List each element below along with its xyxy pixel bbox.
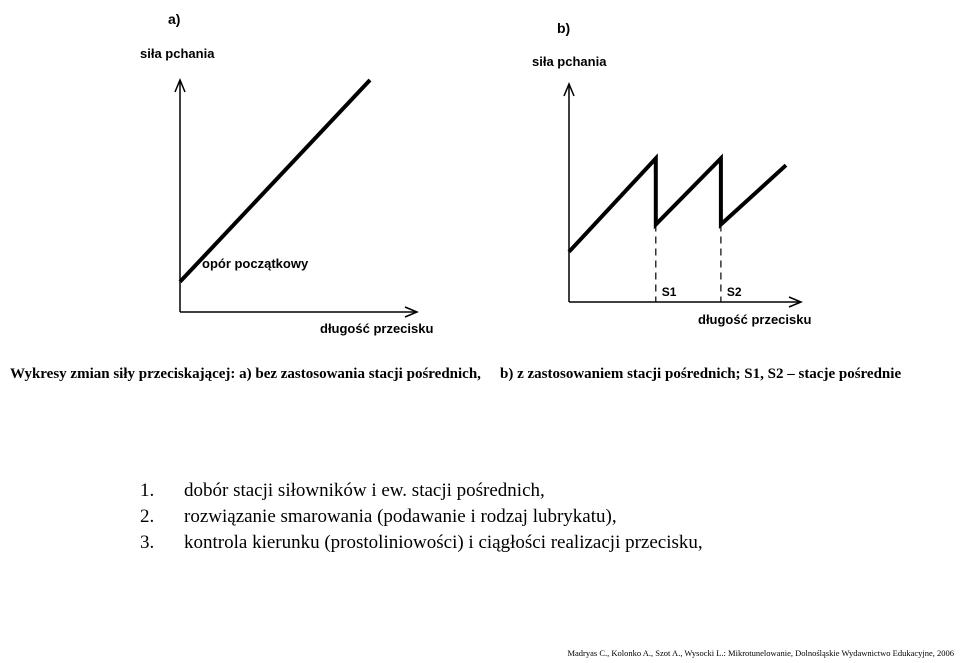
- chart-a-annotation-initial-resistance: opór początkowy: [202, 256, 309, 271]
- chart-a: [140, 11, 433, 336]
- chart-b-series-line: [569, 158, 786, 251]
- list-item-text: kontrola kierunku (prostoliniowości) i ciągłości realizacji przecisku,: [184, 532, 703, 553]
- chart-b-y-axis-label: siła pchania: [532, 54, 607, 69]
- figure-caption-part-b: b) z zastosowaniem stacji pośrednich; S1, S2 – stacje pośrednie: [500, 366, 902, 382]
- figure-caption-part-a: Wykresy zmian siły przeciskającej: a) bez zastosowania stacji pośrednich,: [10, 366, 481, 382]
- chart-a-y-axis-label: siła pchania: [140, 46, 215, 61]
- chart-b: [532, 20, 811, 327]
- numbered-list: [140, 478, 703, 556]
- list-item-text: rozwiązanie smarowania (podawanie i rodzaj lubrykatu),: [184, 506, 617, 527]
- list-item-number: 3.: [140, 532, 155, 553]
- list-item-number: 1.: [140, 480, 155, 501]
- chart-a-x-axis-label: długość przecisku: [320, 321, 434, 336]
- list-item: [140, 504, 703, 530]
- list-item: [140, 478, 703, 504]
- source-citation-footer: Madryas C., Kolonko A., Szot A., Wysocki L.: Mikrotunelowanie, Dolnośląskie Wydawnictwo Edukacyjne, 2006: [567, 648, 954, 658]
- chart-a-panel-label: a): [168, 11, 181, 27]
- list-item-number: 2.: [140, 506, 155, 527]
- list-item-text: dobór stacji siłowników i ew. stacji pośrednich,: [184, 480, 545, 501]
- chart-b-x-axis-label: długość przecisku: [698, 312, 812, 327]
- chart-b-station-s2-label: S2: [726, 285, 742, 299]
- chart-b-station-s1-label: S1: [661, 285, 677, 299]
- chart-a-series-line: [180, 80, 370, 282]
- chart-b-panel-label: b): [557, 20, 571, 36]
- list-item: [140, 530, 703, 556]
